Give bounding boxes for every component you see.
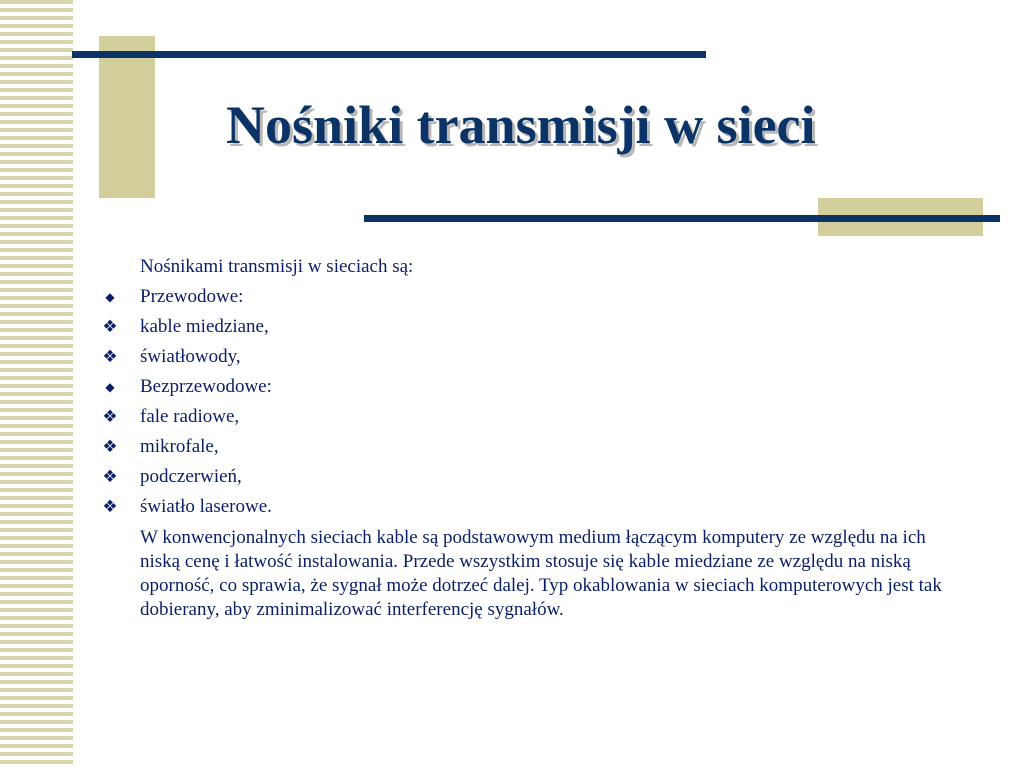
intro-text: Nośnikami transmisji w sieciach są: [140,256,414,277]
list-item-text: Bezprzewodowe: [140,376,272,397]
left-stripe-decoration [0,0,73,768]
four-diamond-icon: ❖ [102,347,118,367]
four-diamond-icon: ❖ [102,437,118,457]
list-item-text: światło laserowe. [140,496,272,517]
accent-block-top [99,36,155,198]
list-item-text: światłowody, [140,346,241,367]
title-rule-bottom [364,215,1000,222]
slide-title: Nośniki transmisji w sieci [226,95,816,155]
body-paragraph: W konwencjonalnych sieciach kable są podstawowym medium łączącym komputery ze względu na ich niską cenę i łatwość instalowania. Przede wszystkim stosuje się kable miedziane ze względu na niską oporność, co sprawia, że sygnał może dotrzeć dalej. Typ okablowania w sieciach komputerowych jest tak dobierany, aby zminimalizować interferencję sygnałów. [140,527,942,620]
four-diamond-icon: ❖ [102,407,118,427]
list-item [100,492,960,522]
intro-line [100,252,960,282]
list-item [100,432,960,462]
list-item [100,372,960,402]
list-item-text: podczerwień, [140,466,242,487]
list-item [100,342,960,372]
slide-content [100,252,960,622]
list-item [100,312,960,342]
list-item [100,462,960,492]
four-diamond-icon: ❖ [102,317,118,337]
list-item-text: kable miedziane, [140,316,269,337]
diamond-icon: ◆ [105,290,115,304]
four-diamond-icon: ❖ [102,497,118,517]
list-item [100,282,960,312]
list-item-text: mikrofale, [140,436,219,457]
four-diamond-icon: ❖ [102,467,118,487]
list-item-text: Przewodowe: [140,286,244,307]
list-item [100,402,960,432]
list-item-text: fale radiowe, [140,406,240,427]
diamond-icon: ◆ [105,380,115,394]
title-rule-top [72,51,706,58]
